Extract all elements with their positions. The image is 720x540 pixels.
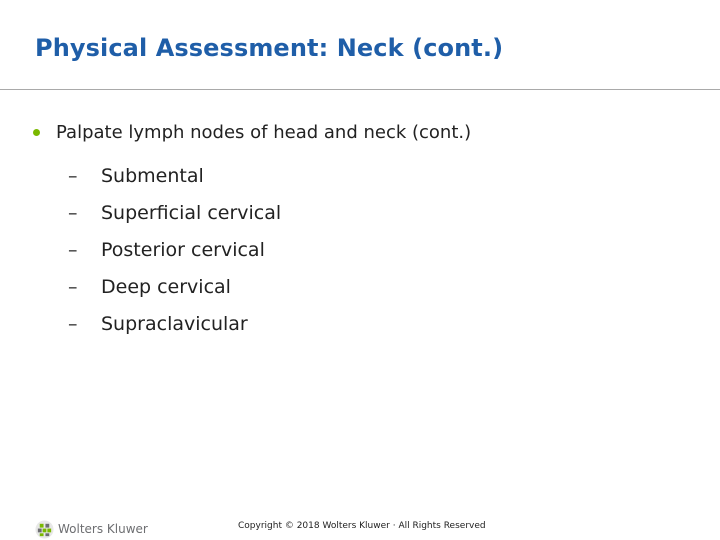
title-divider [0, 89, 720, 90]
main-bullet-text: Palpate lymph nodes of head and neck (cont.) [56, 121, 472, 143]
dash-marker: – [68, 312, 78, 335]
wolters-kluwer-logo-icon [35, 520, 54, 539]
sub-bullet-item [68, 157, 281, 194]
dash-marker: – [68, 164, 78, 187]
footer-logo [35, 519, 148, 539]
sub-bullet-text: Supraclavicular [101, 312, 248, 335]
dash-marker: – [68, 238, 78, 261]
sub-bullet-text: Submental [101, 164, 204, 187]
sub-bullet-text: Deep cervical [101, 275, 231, 298]
dash-marker: – [68, 275, 78, 298]
sub-bullet-item [68, 305, 281, 342]
sub-bullet-item [68, 231, 281, 268]
sub-bullet-text: Posterior cervical [101, 238, 265, 261]
green-dot-icon [33, 129, 40, 136]
sub-bullet-item [68, 268, 281, 305]
sub-bullet-list [68, 157, 281, 342]
sub-bullet-item [68, 194, 281, 231]
brand-name: Wolters Kluwer [58, 522, 148, 536]
slide-title: Physical Assessment: Neck (cont.) [35, 34, 504, 62]
main-bullet [30, 120, 471, 144]
sub-bullet-text: Superficial cervical [101, 201, 282, 224]
copyright-text: Copyright © 2018 Wolters Kluwer · All Rights Reserved [238, 521, 486, 531]
dash-marker: – [68, 201, 78, 224]
